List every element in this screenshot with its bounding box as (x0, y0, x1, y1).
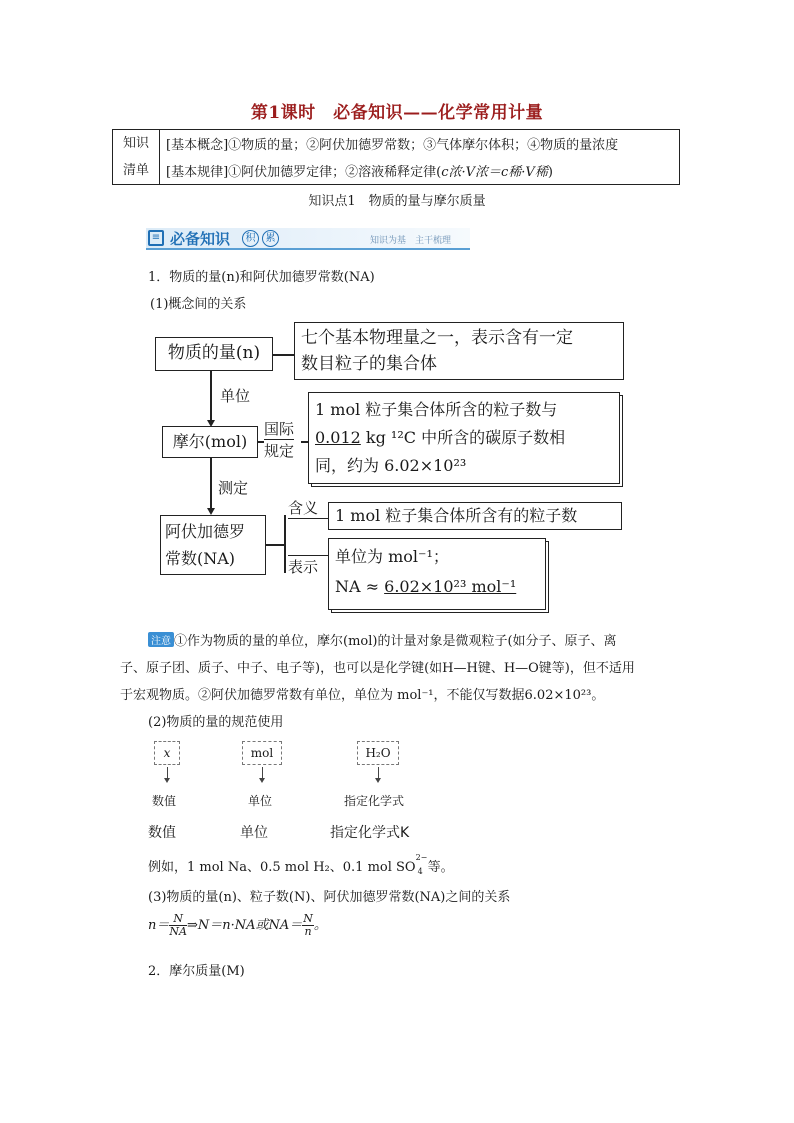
knowledge-point-title: 知识点1 物质的量与摩尔质量 (308, 194, 486, 209)
value-box: x (154, 741, 180, 765)
knowledge-list-label (113, 130, 160, 184)
arrow-down-icon (164, 778, 170, 783)
label-international: 国际 (264, 420, 295, 438)
arrow-line (210, 371, 212, 423)
essential-knowledge-banner (146, 228, 470, 250)
label-measure: 测定 (218, 479, 249, 497)
note-line: 于宏观物质。②阿伏加德罗常数有单位，单位为 mol⁻¹，不能仅写数据6.02×10²³。 (120, 688, 605, 703)
formula-text: ⇒N＝n·NA或NA＝ (186, 918, 303, 933)
connector-line (273, 354, 295, 356)
label-expression: 表示 (288, 555, 328, 577)
book-icon: ≡ (148, 230, 164, 246)
dilution-formula: c浓·V浓＝c稀·V稀 (441, 165, 548, 180)
definition-line: 单位为 mol⁻¹； (335, 547, 449, 566)
underlined-value: 0.012 (315, 428, 361, 447)
value-label: 数值 (152, 794, 177, 808)
subsection-heading: (1)概念间的关系 (150, 297, 247, 312)
unit-label: 单位 (248, 794, 273, 808)
box-avogadro-constant (160, 515, 266, 575)
label-regulation: 规定 (264, 442, 295, 460)
label-top: 知识 (122, 136, 149, 151)
fraction-denominator: NA (169, 925, 187, 938)
banner-tag: 知识为基 主干梳理 (370, 236, 452, 246)
fraction-numerator: N (169, 913, 187, 926)
label-meaning: 含义 (288, 497, 328, 519)
example-line (148, 852, 454, 876)
arrow-down-icon (259, 778, 265, 783)
arrow-line (210, 458, 212, 510)
knowledge-list-table (112, 129, 680, 185)
definition-line: 1 mol 粒子集合体所含的粒子数与 (315, 400, 558, 419)
basic-laws-row (166, 161, 553, 180)
definition-line (315, 424, 613, 452)
note-text: ①作为物质的量的单位，摩尔(mol)的计量对象是微观粒子(如分子、原子、离 (174, 634, 617, 649)
caption: 数值 (148, 825, 176, 841)
definition-line: 数目粒子的集合体 (301, 354, 437, 374)
arrow-down-icon (207, 508, 215, 515)
box-amount-of-substance: 物质的量(n) (155, 337, 273, 371)
caption: 单位 (240, 825, 268, 841)
formula-box: H₂O (357, 741, 399, 765)
fraction (302, 913, 314, 938)
box-line: 常数(NA) (165, 549, 236, 568)
basic-concepts-row: [基本概念]①物质的量；②阿伏加德罗常数；③气体摩尔体积；④物质的量浓度 (166, 138, 619, 153)
definition-mole (308, 392, 620, 484)
connector-line (266, 544, 284, 546)
example-text: 例如，1 mol Na、0.5 mol H₂、0.1 mol SO (148, 860, 416, 875)
caption: 指定化学式K (330, 825, 410, 841)
formula-text: 。 (313, 918, 327, 933)
underlined-value: 6.02×10²³ mol⁻¹ (384, 577, 517, 596)
example-end: 等。 (427, 860, 454, 875)
banner-text: 必备知识 (170, 230, 231, 248)
relation-formula (148, 913, 327, 938)
concept-diagram (148, 322, 628, 622)
unit-box: mol (242, 741, 282, 765)
definition-text: NA ≈ (335, 577, 385, 596)
formula-text: n＝ (148, 918, 170, 933)
label-unit: 单位 (220, 387, 251, 405)
definition-line: 同，约为 6.02×10²³ (315, 456, 467, 475)
seal-icon: 累 (262, 230, 279, 247)
section-heading: 1．物质的量(n)和阿伏加德罗常数(NA) (148, 270, 375, 285)
formula-label: 指定化学式 (344, 794, 405, 808)
seal-icon: 积 (242, 230, 259, 247)
box-mole: 摩尔(mol) (162, 426, 258, 458)
subsection-heading: (2)物质的量的规范使用 (148, 715, 284, 730)
definition-line (335, 572, 539, 602)
ion-subscript: 4 (417, 866, 423, 876)
subsection-heading: (3)物质的量(n)、粒子数(N)、阿伏加德罗常数(NA)之间的关系 (148, 890, 511, 905)
definition-line: 七个基本物理量之一，表示含有一定 (301, 328, 573, 348)
definition-meaning: 1 mol 粒子集合体所含有的粒子数 (328, 502, 622, 530)
definition-expression (328, 538, 546, 610)
ion-charge: 2− (415, 852, 428, 862)
box-line: 阿伏加德罗 (165, 522, 246, 541)
basic-laws-text: [基本规律]①阿伏加德罗定律；②溶液稀释定律( (166, 165, 442, 180)
fraction (169, 913, 187, 938)
definition-text: kg ¹²C 中所含的碳原子数相 (360, 428, 566, 447)
fraction-denominator: n (304, 925, 312, 938)
basic-laws-close: ) (547, 165, 553, 180)
page-title: 第1课时 必备知识——化学常用计量 (250, 103, 544, 123)
note-line: 子、原子团、质子、中子、电子等)，也可以是化学键(如H—H键、H—O键等)，但不适用 (120, 661, 635, 676)
label-bottom: 清单 (122, 163, 149, 178)
note-badge: 注意 (148, 632, 174, 647)
fraction-numerator: N (303, 912, 313, 925)
arrow-down-icon (375, 778, 381, 783)
note-line (148, 630, 617, 649)
section-heading: 2．摩尔质量(M) (148, 964, 245, 979)
bracket-line (284, 515, 286, 573)
definition-amount-of-substance (294, 322, 624, 380)
